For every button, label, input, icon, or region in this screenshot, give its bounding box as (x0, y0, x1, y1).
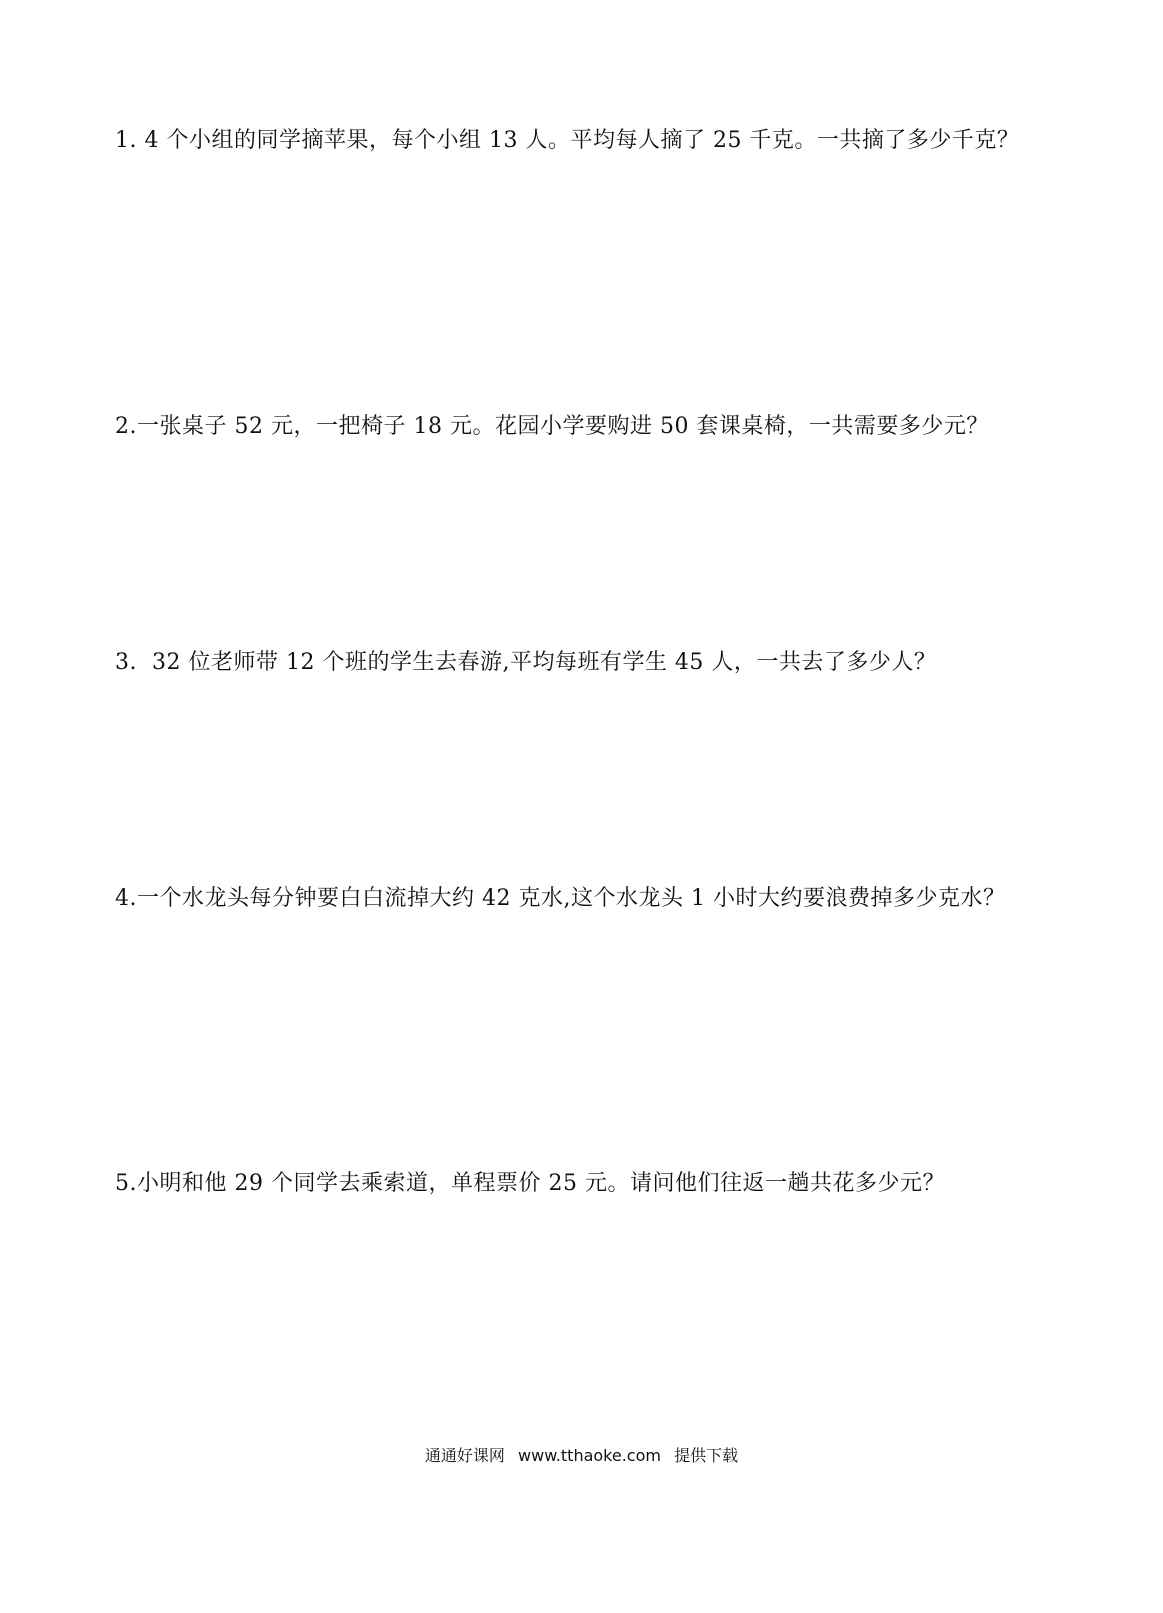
problem-3: 3. 32 位老师带 12 个班的学生去春游,平均每班有学生 45 人，一共去了多少人？ (115, 650, 937, 675)
problem-2: 2.一张桌子 52 元，一把椅子 18 元。花园小学要购进 50 套课桌椅，一共需要多少元？ (115, 414, 989, 439)
footer (0, 1444, 1163, 1468)
problem-1: 1. 4 个小组的同学摘苹果，每个小组 13 人。平均每人摘了 25 千克。一共摘了多少千克？ (115, 128, 1020, 153)
footer-suffix: 提供下载 (674, 1446, 739, 1465)
problem-5: 5.小明和他 29 个同学去乘索道，单程票价 25 元。请问他们往返一趟共花多少元？ (115, 1171, 945, 1196)
footer-url: www.tthaoke.com (518, 1446, 661, 1465)
footer-site-name: 通通好课网 (424, 1446, 505, 1465)
problem-4: 4.一个水龙头每分钟要白白流掉大约 42 克水,这个水龙头 1 小时大约要浪费掉多少克水？ (115, 886, 1006, 911)
